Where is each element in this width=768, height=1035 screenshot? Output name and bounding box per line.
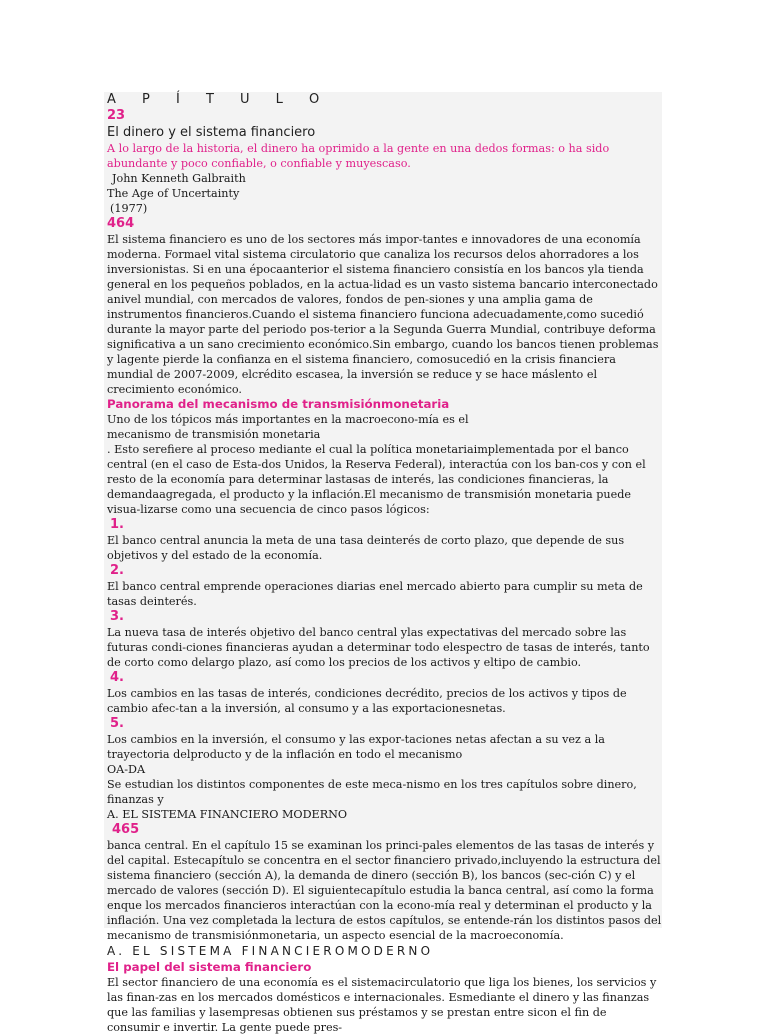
chapter-title: El dinero y el sistema financiero [107, 125, 316, 140]
epigraph-book: The Age of Uncertainty [107, 187, 240, 200]
step-text: El banco central emprende operaciones diarias enel mercado abierto para cumplir su meta de tasas deinterés. [107, 580, 643, 608]
panorama-term: mecanismo de transmisión monetaria [107, 428, 321, 441]
steps-list [107, 517, 662, 762]
step-number: 5. [110, 716, 124, 731]
oa-da-marker: OA-DA [107, 763, 146, 776]
step-number: 3. [110, 609, 124, 624]
epigraph-author: John Kenneth Galbraith [112, 172, 246, 185]
panorama-paragraph: . Esto serefiere al proceso mediante el cual la política monetariaimplementada por el banco central (en el caso de Esta-dos Unidos, la Reserva Federal), interactúa con los ban-cos y con el resto de la economía para determinar lastasas de interés, las condiciones financieras, la demandaagregada, el producto y la inflación.El mecanismo de transmisión monetaria puede visua-lizarse como una secuencia de cinco pasos lógicos: [107, 443, 646, 516]
step-text: Los cambios en la inversión, el consumo y las expor-taciones netas afectan a su vez a la trayectoria delproducto y de la inflación en todo el mecanismo [107, 733, 605, 761]
step-text: El banco central anuncia la meta de una tasa deinterés de corto plazo, que depende de sus objetivos y del estado de la economía. [107, 534, 625, 562]
studied-line: Se estudian los distintos componentes de este meca-nismo en los tres capítulos sobre dinero, finanzas y [107, 778, 637, 806]
epigraph-year: (1977) [110, 202, 148, 215]
section-heading-role: El papel del sistema financiero [107, 960, 312, 974]
section-label-plain: A. EL SISTEMA FINANCIERO MODERNO [107, 808, 348, 821]
step-number: 1. [110, 517, 124, 532]
epigraph: A lo largo de la historia, el dinero ha oprimido a la gente en una dedos formas: o ha sido abundante y poco confiable, o confiable y muyescaso. [107, 142, 610, 170]
step-text: Los cambios en las tasas de interés, condiciones decrédito, precios de los activos y tipos de cambio afec-tan a la inversión, al consumo y a las exportacionesnetas. [107, 687, 627, 715]
intro-paragraph: El sistema financiero es uno de los sectores más impor-tantes e innovadores de una economía moderna. Formael vital sistema circulatorio que canaliza los recursos delos ahorradores a los inversionistas. Si en una épocaanterior el sistema financiero consistía en los bancos yla tienda general en los pequeños poblados, en la actua-lidad es un vasto sistema bancario interconectado anivel mundial, con mercados de valores, fondos de pen-siones y una amplia gama de instrumentos financieros.Cuando el sistema financiero funciona adecuadamente,como sucedió durante la mayor parte del periodo pos-terior a la Segunda Guerra Mundial, contribuye deforma significativa a un sano crecimiento económico.Sin embargo, cuando los bancos tienen problemas y lagente pierde la confianza en el sistema financiero, comosucedió en la crisis financiera mundial de 2007-2009, elcrédito escasea, la inversión se reduce y se hace máslento el crecimiento económico. [107, 233, 659, 396]
document-page [104, 92, 662, 1034]
section-heading-a: A. EL SISTEMA FINANCIEROMODERNO [107, 944, 434, 958]
step-number: 4. [110, 670, 124, 685]
chapter-label: A P Í T U L O [107, 92, 331, 107]
role-paragraph: El sector financiero de una economía es el sistemacirculatorio que liga los bienes, los servicios y las finan-zas en los mercados domésticos e internacionales. Esmediante el dinero y las finanzas que las familias y lasempresas obtienen sus préstamos y se prestan entre sicon el fin de consumir e invertir. La gente puede pres- [107, 976, 657, 1034]
panorama-line-1: Uno de los tópicos más importantes en la macroecono-mía es el [107, 413, 469, 426]
step-text: La nueva tasa de interés objetivo del banco central ylas expectativas del mercado sobre las futuras condi-ciones financieras ayudan a determinar todo elespectro de tasas de interés, tanto de corto como delargo plazo, así como los precios de los activos y eltipo de cambio. [107, 626, 650, 669]
page-number: 465 [112, 822, 140, 837]
chapter-number: 23 [107, 108, 126, 123]
bank-paragraph: banca central. En el capítulo 15 se examinan los princi-pales elementos de las tasas de interés y del capital. Estecapítulo se concentra en el sector financiero privado,incluyendo la estructura del sistema financiero (sección A), la demanda de dinero (sección B), los bancos (sec-ción C) y el mercado de valores (sección D). El siguientecapítulo estudia la banca central, así como la forma enque los mercados financieros interactúan con la econo-mía real y determinan el producto y la inflación. Una vez completada la lectura de estos capítulos, se entende-rán los distintos pasos del mecanismo de transmisiónmonetaria, un aspecto esencial de la macroeconomía. [107, 839, 662, 942]
section-heading-panorama: Panorama del mecanismo de transmisiónmonetaria [107, 397, 450, 411]
step-number: 2. [110, 563, 124, 578]
page-number: 464 [107, 216, 135, 231]
